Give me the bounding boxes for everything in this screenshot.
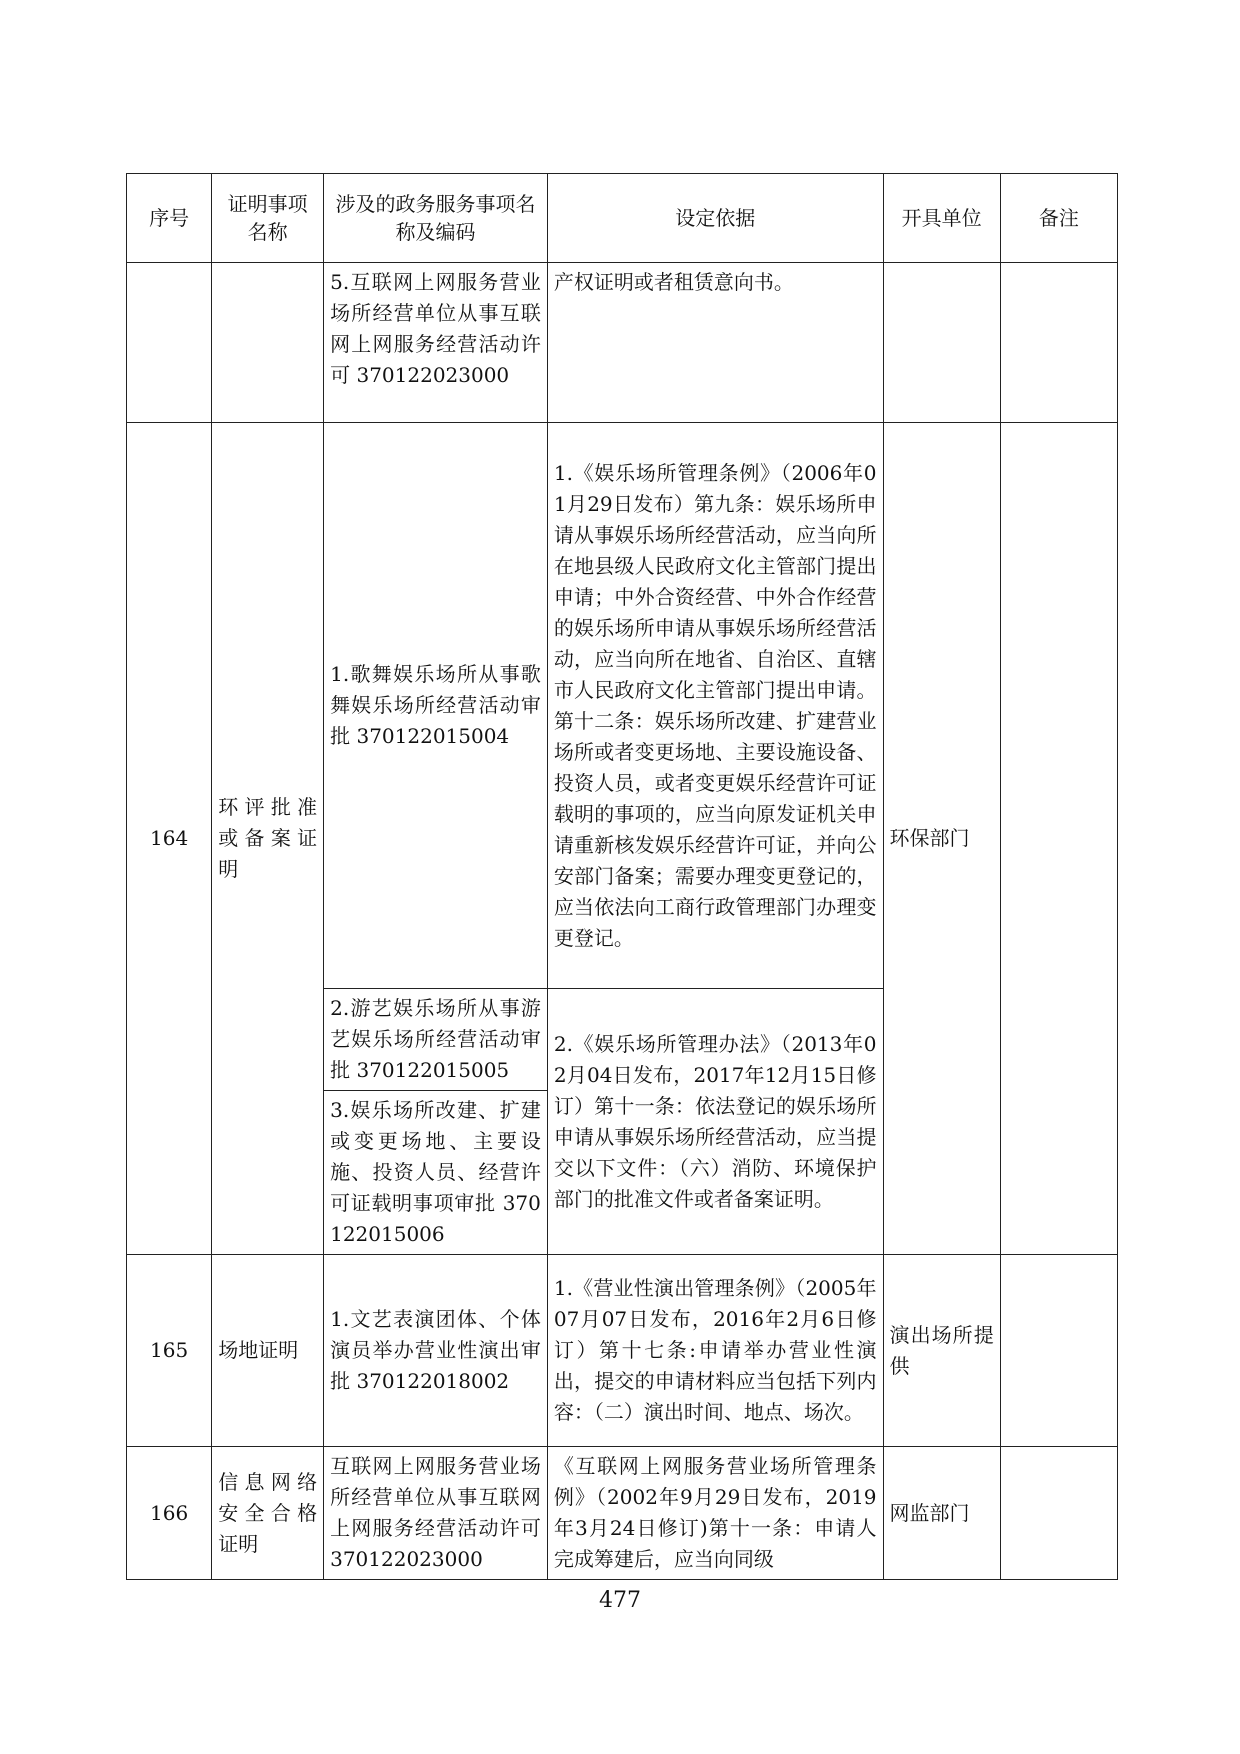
basis-cell: 《互联网上网服务营业场所管理条例》（2002年9月29日发布，2019年3月24日修订)第十一条：申请人完成筹建后，应当向同级 <box>547 1447 883 1580</box>
no-cell: 166 <box>127 1447 212 1580</box>
no-cell: 165 <box>127 1255 212 1447</box>
item-name-cell: 场地证明 <box>212 1255 324 1447</box>
basis-cell: 1.《营业性演出管理条例》（2005年07月07日发布，2016年2月6日修订）第十七条:申请举办营业性演出，提交的申请材料应当包括下列内容：（二）演出时间、地点、场次。 <box>547 1255 883 1447</box>
table-row <box>127 263 1118 423</box>
service-cell: 5.互联网上网服务营业场所经营单位从事互联网上网服务经营活动许可 370122023000 <box>324 263 548 423</box>
basis-cell: 产权证明或者租赁意向书。 <box>547 263 883 423</box>
service-cell: 3.娱乐场所改建、扩建或变更场地、主要设施、投资人员、经营许可证载明事项审批 370122015006 <box>324 1091 548 1255</box>
basis-cell: 2.《娱乐场所管理办法》（2013年02月04日发布，2017年12月15日修订）第十一条：依法登记的娱乐场所申请从事娱乐场所经营活动，应当提交以下文件：（六）消防、环境保护部门的批准文件或者备案证明。 <box>547 989 883 1255</box>
no-cell <box>127 263 212 423</box>
certification-items-table <box>126 173 1118 1580</box>
table-row <box>127 1255 1118 1447</box>
service-cell: 1.文艺表演团体、个体演员举办营业性演出审批 370122018002 <box>324 1255 548 1447</box>
service-cell: 1.歌舞娱乐场所从事歌舞娱乐场所经营活动审批 370122015004 <box>324 423 548 989</box>
note-cell <box>1000 263 1117 423</box>
unit-cell <box>883 263 1000 423</box>
basis-cell: 1.《娱乐场所管理条例》（2006年01月29日发布）第九条：娱乐场所申请从事娱乐场所经营活动，应当向所在地县级人民政府文化主管部门提出申请；中外合资经营、中外合作经营的娱乐场所申请从事娱乐场所经营活动，应当向所在地省、自治区、直辖市人民政府文化主管部门提出申请。第十二条：娱乐场所改建、扩建营业场所或者变更场地、主要设施设备、投资人员，或者变更娱乐经营许可证载明的事项的，应当向原发证机关申请重新核发娱乐经营许可证，并向公安部门备案；需要办理变更登记的，应当依法向工商行政管理部门办理变更登记。 <box>547 423 883 989</box>
header-issuing-unit: 开具单位 <box>883 174 1000 263</box>
unit-cell: 演出场所提供 <box>883 1255 1000 1447</box>
header-basis: 设定依据 <box>547 174 883 263</box>
service-cell: 互联网上网服务营业场所经营单位从事互联网上网服务经营活动许可 370122023000 <box>324 1447 548 1580</box>
no-cell: 164 <box>127 423 212 1255</box>
item-name-cell: 信息网络安全合格证明 <box>212 1447 324 1580</box>
header-no: 序号 <box>127 174 212 263</box>
note-cell <box>1000 1255 1117 1447</box>
header-item-name: 证明事项名称 <box>212 174 324 263</box>
unit-cell: 网监部门 <box>883 1447 1000 1580</box>
item-name-cell <box>212 263 324 423</box>
note-cell <box>1000 423 1117 1255</box>
note-cell <box>1000 1447 1117 1580</box>
table-row <box>127 1447 1118 1580</box>
service-cell: 2.游艺娱乐场所从事游艺娱乐场所经营活动审批 370122015005 <box>324 989 548 1091</box>
header-service: 涉及的政务服务事项名称及编码 <box>324 174 548 263</box>
item-name-cell: 环评批准或备案证明 <box>212 423 324 1255</box>
unit-cell: 环保部门 <box>883 423 1000 1255</box>
page-number: 477 <box>599 1588 641 1613</box>
table-header-row <box>127 174 1118 263</box>
header-note: 备注 <box>1000 174 1117 263</box>
table-row <box>127 423 1118 989</box>
